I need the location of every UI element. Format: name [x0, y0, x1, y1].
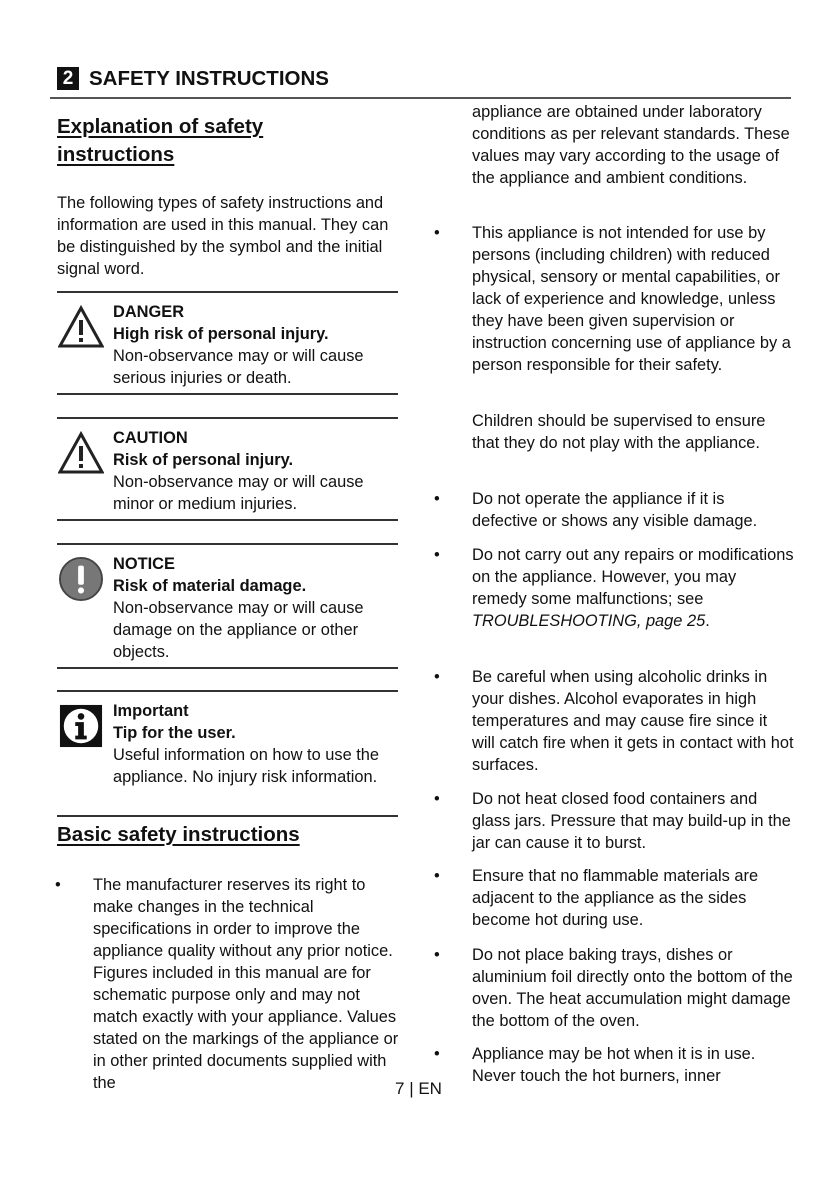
explanation-intro: The following types of safety instructions and information are used in this manual. They can be distinguished by the symbol and the initial signal word.	[57, 194, 389, 278]
list-item	[434, 788, 794, 854]
page-number: 7 | EN	[395, 1079, 442, 1098]
notice-notice	[57, 543, 398, 669]
danger-notice	[57, 291, 398, 395]
list-item-text: Appliance may be hot when it is in use. Never touch the hot burners, inner	[472, 1045, 756, 1085]
bullet: •	[434, 946, 440, 964]
list-item	[434, 666, 794, 776]
notice-text: Non-observance may or will cause serious injuries or death.	[113, 347, 364, 387]
bullet: •	[434, 546, 440, 564]
list-item-text: Ensure that no flammable materials are adjacent to the appliance as the sides become hot during use.	[472, 867, 759, 929]
bullet: •	[434, 668, 440, 686]
list-item-continuation: appliance are obtained under laboratory conditions as per relevant standards. These values may vary according to the usage of the appliance and ambient conditions.	[472, 103, 790, 187]
notice-signal: DANGER	[113, 303, 185, 321]
bullet: •	[55, 876, 61, 894]
list-item-text: This appliance is not intended for use by persons (including children) with reduced physical, sensory or mental capabilities, or lack of experience and knowledge, unless they have been given supervision or instruction concerning use of appliance by a person responsible for their safety.	[472, 224, 791, 374]
bullet: •	[434, 224, 440, 242]
list-item-text: The manufacturer reserves its right to make changes in the technical specifications in order to improve the appliance quality without any prior notice. Figures included in this manual are for schematic purpose only and may not match exactly with your appliance. Values stated on the markings of the appliance or in other printed documents supplied with the	[93, 876, 399, 1092]
notice-subtitle: Risk of personal injury.	[113, 451, 294, 469]
list-item	[434, 488, 794, 532]
notice-signal: Important	[113, 702, 189, 720]
list-item-paragraph: Children should be supervised to ensure that they do not play with the appliance.	[472, 412, 766, 452]
list-item: • Do not carry out any repairs or modifications on the appliance. However, you may remedy some malfunctions; see TROUBLESHOOTING, page 25.	[434, 546, 794, 630]
notice-text: Useful information on how to use the appliance. No injury risk information.	[113, 746, 380, 786]
explanation-heading: Explanation of safety instructions	[57, 115, 264, 166]
notice-subtitle: Risk of material damage.	[113, 577, 307, 595]
notice-text: Non-observance may or will cause minor or medium injuries.	[113, 473, 364, 513]
exclamation-circle-icon	[58, 557, 104, 601]
notice-signal: CAUTION	[113, 429, 188, 447]
list-item-text: Do not operate the appliance if it is defective or shows any visible damage.	[472, 490, 758, 530]
notice-subtitle: Tip for the user.	[113, 724, 236, 742]
chapter-number: 2	[57, 67, 79, 90]
chapter-title: SAFETY INSTRUCTIONS	[89, 67, 329, 90]
bullet: •	[434, 790, 440, 808]
caution-notice	[57, 417, 398, 521]
list-item	[55, 874, 405, 1094]
list-item	[434, 944, 794, 1032]
notice-text: Non-observance may or will cause damage on the appliance or other objects.	[113, 599, 364, 661]
bullet: •	[434, 490, 440, 508]
troubleshooting-link[interactable]: TROUBLESHOOTING, page 25	[472, 612, 706, 630]
header-divider	[50, 97, 791, 99]
warning-triangle-icon	[58, 431, 104, 475]
list-item-text: Be careful when using alcoholic drinks in your dishes. Alcohol evaporates in high temperatures and may cause fire since it will catch fire when it gets in contact with hot surfaces.	[472, 668, 794, 774]
list-item-text: Do not carry out any repairs or modifications on the appliance. However, you may remedy some malfunctions; see	[472, 546, 794, 608]
warning-triangle-icon	[58, 305, 104, 349]
list-item	[434, 222, 794, 376]
important-notice	[57, 690, 398, 817]
list-item	[434, 865, 794, 931]
list-item-text: Do not heat closed food containers and glass jars. Pressure that may build-up in the jar can cause it to burst.	[472, 790, 791, 852]
notice-subtitle: High risk of personal injury.	[113, 325, 329, 343]
basic-heading: Basic safety instructions	[57, 823, 300, 846]
bullet: •	[434, 1045, 440, 1063]
info-icon	[58, 704, 104, 748]
bullet: •	[434, 867, 440, 885]
list-item-text: Do not place baking trays, dishes or aluminium foil directly onto the bottom of the oven. The heat accumulation might damage the bottom of the oven.	[472, 946, 793, 1030]
notice-signal: NOTICE	[113, 555, 175, 573]
